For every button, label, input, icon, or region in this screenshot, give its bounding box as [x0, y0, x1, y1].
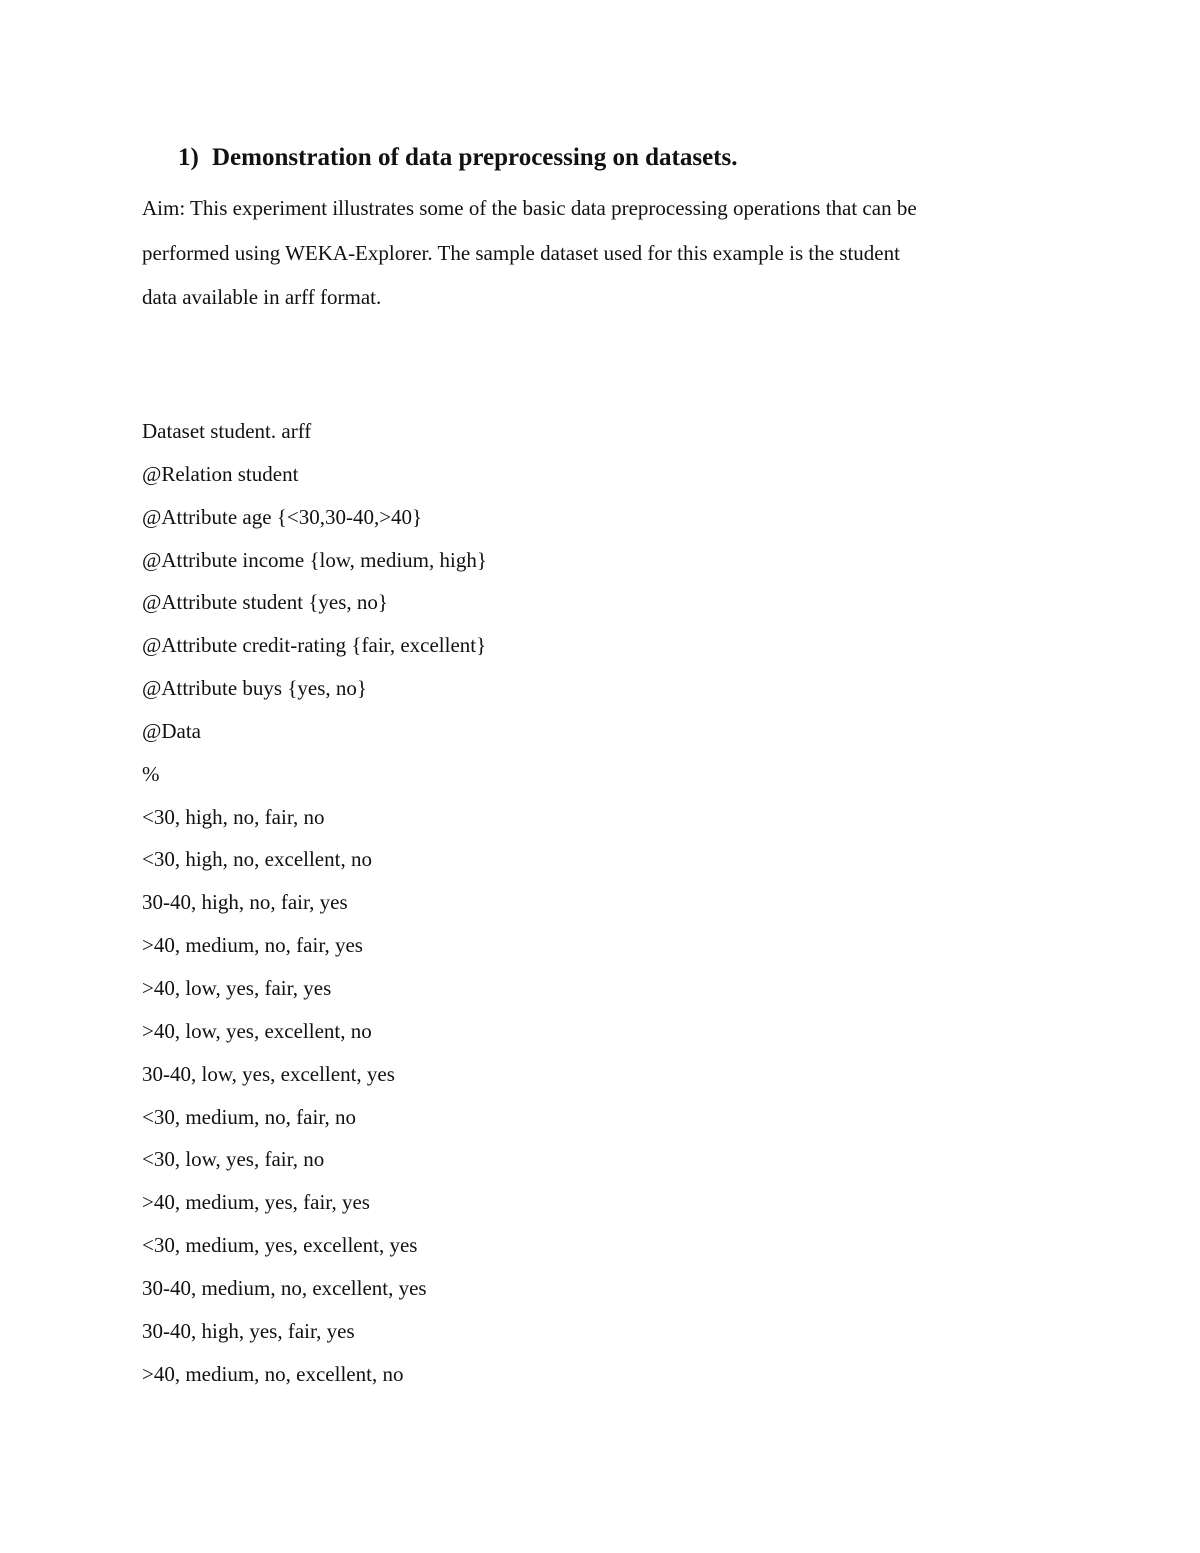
data-row: 30-40, low, yes, excellent, yes — [142, 1061, 395, 1086]
data-row: <30, low, yes, fair, no — [142, 1147, 325, 1172]
data-row: <30, high, no, fair, no — [142, 804, 325, 829]
data-row: <30, medium, no, fair, no — [142, 1104, 356, 1129]
attribute-line: @Attribute student {yes, no} — [142, 590, 388, 615]
aim-line: data available in arff format. — [142, 285, 382, 309]
data-marker-line: @Data — [142, 718, 201, 743]
data-row: >40, medium, yes, fair, yes — [142, 1190, 370, 1215]
data-row: >40, low, yes, excellent, no — [142, 1018, 372, 1043]
aim-paragraph — [142, 186, 1042, 320]
dataset-listing — [142, 410, 487, 1395]
aim-line: performed using WEKA-Explorer. The sample dataset used for this example is the student — [142, 240, 900, 265]
aim-line: Aim: This experiment illustrates some of the basic data preprocessing operations that can be — [142, 196, 917, 220]
data-row: >40, medium, no, fair, yes — [142, 933, 363, 958]
dataset-title: Dataset student. arff — [142, 419, 312, 443]
data-row: >40, low, yes, fair, yes — [142, 975, 332, 1000]
attribute-line: @Attribute income {low, medium, high} — [142, 547, 487, 572]
attribute-line: @Attribute age {<30,30-40,>40} — [142, 504, 423, 529]
data-row: 30-40, high, no, fair, yes — [142, 890, 348, 915]
data-row: 30-40, medium, no, excellent, yes — [142, 1275, 427, 1300]
relation-line: @Relation student — [142, 461, 299, 486]
attribute-line: @Attribute credit-rating {fair, excellent} — [142, 633, 487, 658]
data-row: <30, high, no, excellent, no — [142, 847, 372, 872]
section-number: 1) — [178, 144, 199, 171]
attribute-line: @Attribute buys {yes, no} — [142, 676, 367, 701]
section-heading — [178, 140, 737, 176]
comment-line: % — [142, 761, 160, 786]
data-row: <30, medium, yes, excellent, yes — [142, 1233, 418, 1258]
data-row: 30-40, high, yes, fair, yes — [142, 1318, 355, 1343]
section-title: Demonstration of data preprocessing on datasets. — [212, 144, 738, 171]
data-row: >40, medium, no, excellent, no — [142, 1361, 404, 1386]
